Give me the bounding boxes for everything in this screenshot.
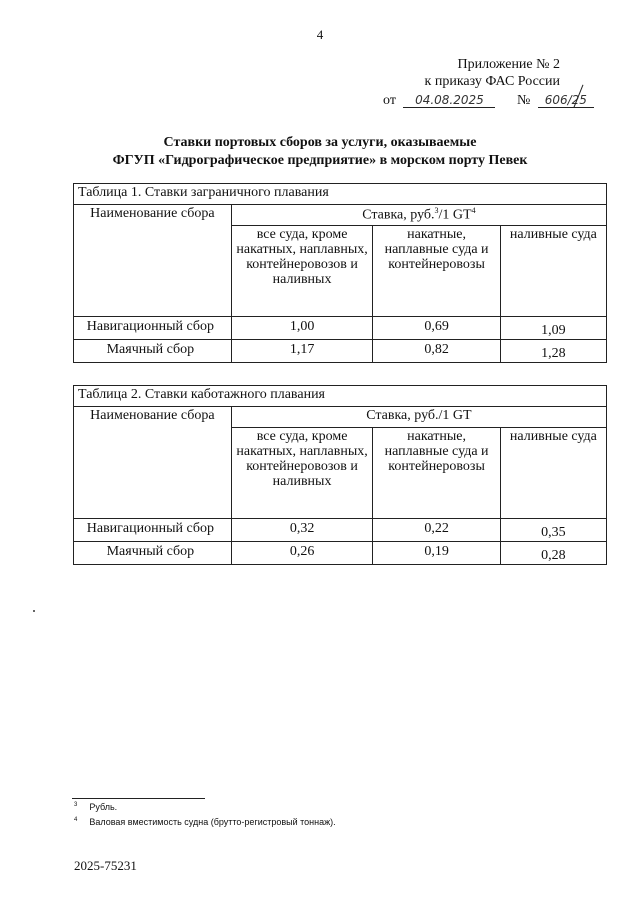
row-label: Маячный сбор	[74, 542, 232, 565]
table-row	[74, 340, 607, 363]
footnote-ref: 3	[434, 206, 439, 215]
cell-value: 0,19	[373, 542, 500, 565]
subheader-general-vessels: все суда, кроме накатных, наплавных, контейнеровозов и наливных	[231, 428, 373, 519]
cell-value: 1,17	[231, 340, 373, 363]
cell-value: 0,22	[373, 519, 500, 542]
subheader-tankers: наливные суда	[500, 428, 606, 519]
table-foreign-navigation	[73, 183, 607, 363]
footnote-mark: 4	[74, 817, 78, 823]
order-number-handwritten: 606/25	[538, 93, 594, 108]
footnote-text: Валовая вместимость судна (брутто-регистровый тоннаж).	[89, 817, 336, 827]
subheader-general-vessels: все суда, кроме накатных, наплавных, контейнеровозов и наливных	[231, 226, 373, 317]
footnote-divider	[72, 798, 205, 799]
rate-column-header: Ставка, руб./1 GT	[231, 407, 606, 428]
rate-header-text: Ставка, руб.	[362, 207, 435, 223]
cell-value: 0,26	[231, 542, 373, 565]
table-row	[74, 519, 607, 542]
appendix-header	[360, 56, 560, 90]
cell-value: 1,28	[500, 340, 606, 363]
name-column-header: Наименование сбора	[74, 205, 232, 317]
document-title	[60, 134, 580, 170]
document-code: 2025-75231	[74, 858, 137, 873]
from-label: от	[383, 93, 396, 108]
page-number: 4	[316, 27, 324, 42]
footnote-text: Рубль.	[89, 802, 118, 812]
table-caption: Таблица 1. Ставки заграничного плавания	[74, 184, 607, 205]
table-coastal-navigation	[73, 385, 607, 565]
footnote	[74, 817, 336, 827]
rate-header-unit: /1 GT	[438, 207, 472, 223]
order-date-number	[383, 93, 594, 109]
order-date-handwritten: 04.08.2025	[403, 93, 495, 108]
scan-speck	[33, 610, 35, 612]
row-label: Навигационный сбор	[74, 317, 232, 340]
cell-value: 0,69	[373, 317, 500, 340]
name-column-header: Наименование сбора	[74, 407, 232, 519]
appendix-order-ref: к приказу ФАС России	[424, 74, 560, 89]
footnote	[74, 802, 117, 812]
table-row	[74, 542, 607, 565]
cell-value: 0,35	[500, 519, 606, 542]
cell-value: 0,28	[500, 542, 606, 565]
row-label: Маячный сбор	[74, 340, 232, 363]
row-label: Навигационный сбор	[74, 519, 232, 542]
appendix-line: Приложение № 2	[457, 57, 560, 72]
cell-value: 0,32	[231, 519, 373, 542]
cell-value: 0,82	[373, 340, 500, 363]
subheader-tankers: наливные суда	[500, 226, 606, 317]
footnote-ref: 4	[471, 206, 476, 215]
subheader-roro-container: накатные, наплавные суда и контейнеровозы	[373, 428, 500, 519]
number-label: №	[516, 93, 531, 108]
title-line-2: ФГУП «Гидрографическое предприятие» в морском порту Певек	[112, 153, 528, 168]
rate-column-header	[231, 205, 606, 226]
table-caption: Таблица 2. Ставки каботажного плавания	[74, 386, 607, 407]
footnote-mark: 3	[74, 802, 78, 808]
title-line-1: Ставки портовых сборов за услуги, оказываемые	[163, 135, 477, 150]
cell-value: 1,00	[231, 317, 373, 340]
subheader-roro-container: накатные, наплавные суда и контейнеровозы	[373, 226, 500, 317]
table-row	[74, 317, 607, 340]
cell-value: 1,09	[500, 317, 606, 340]
